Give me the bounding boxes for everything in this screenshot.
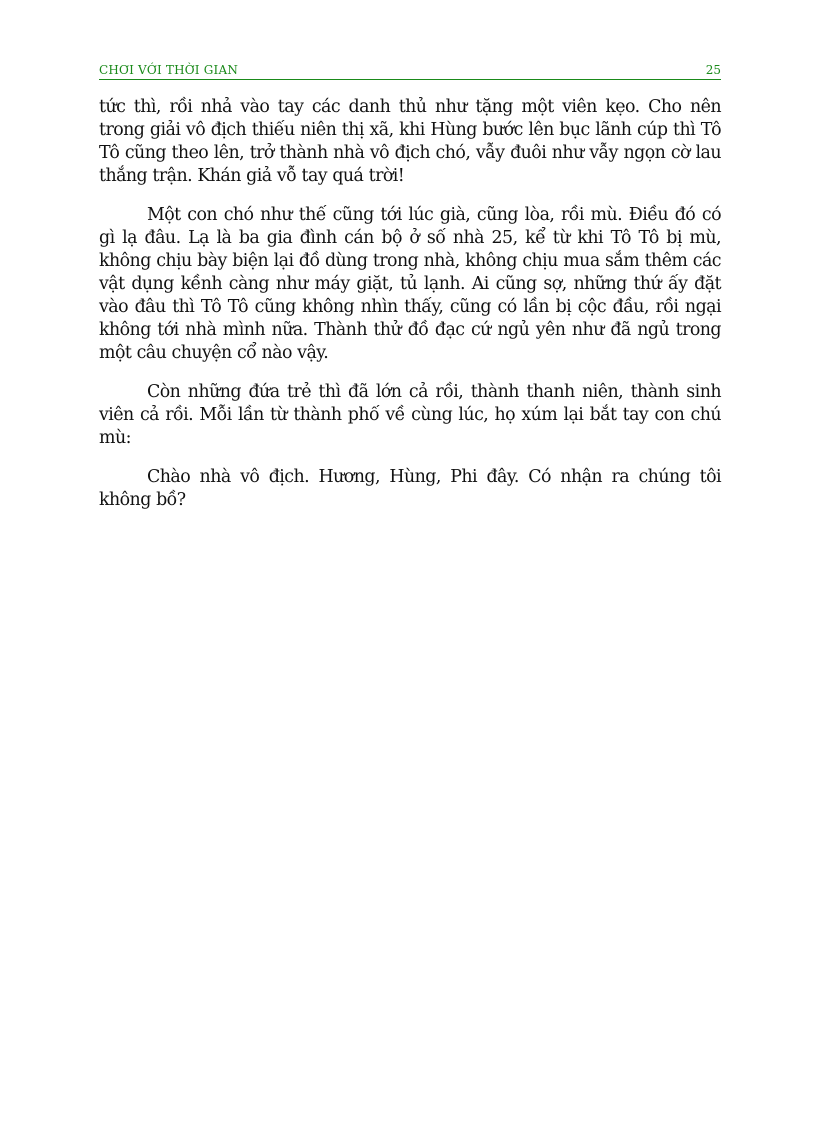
paragraph: Chào nhà vô địch. Hương, Hùng, Phi đây. Có nhận ra chúng tôi không bồ?	[99, 467, 721, 510]
page-number: 25	[705, 63, 721, 77]
body-text	[99, 96, 721, 528]
paragraph-continuation: tức thì, rồi nhả vào tay các danh thủ như tặng một viên kẹo. Cho nên trong giải vô địch thiếu niên thị xã, khi Hùng bước lên bục lãnh cúp thì Tô Tô cũng theo lên, trở thành nhà vô địch chó, vẫy đuôi như vẫy ngọn cờ lau thắng trận. Khán giả vỗ tay quá trời!	[99, 97, 721, 186]
paragraph: Còn những đứa trẻ thì đã lớn cả rồi, thành thanh niên, thành sinh viên cả rồi. Mỗi lần từ thành phố về cùng lúc, họ xúm lại bắt tay con chú mù:	[99, 382, 721, 448]
running-title: CHƠI VỚI THỜI GIAN	[99, 63, 239, 77]
paragraph: Một con chó như thế cũng tới lúc già, cũng lòa, rồi mù. Điều đó có gì lạ đâu. Lạ là ba gia đình cán bộ ở số nhà 25, kể từ khi Tô Tô bị mù, không chịu bày biện lại đồ dùng trong nhà, không chịu mua sắm thêm các vật dụng kềnh càng như máy giặt, tủ lạnh. Ai cũng sợ, những thứ ấy đặt vào đâu thì Tô Tô cũng không nhìn thấy, cũng có lần bị cộc đầu, rồi ngại không tới nhà mình nữa. Thành thử đồ đạc cứ ngủ yên như đã ngủ trong một câu chuyện cổ nào vậy.	[99, 205, 721, 363]
running-header	[99, 63, 721, 80]
